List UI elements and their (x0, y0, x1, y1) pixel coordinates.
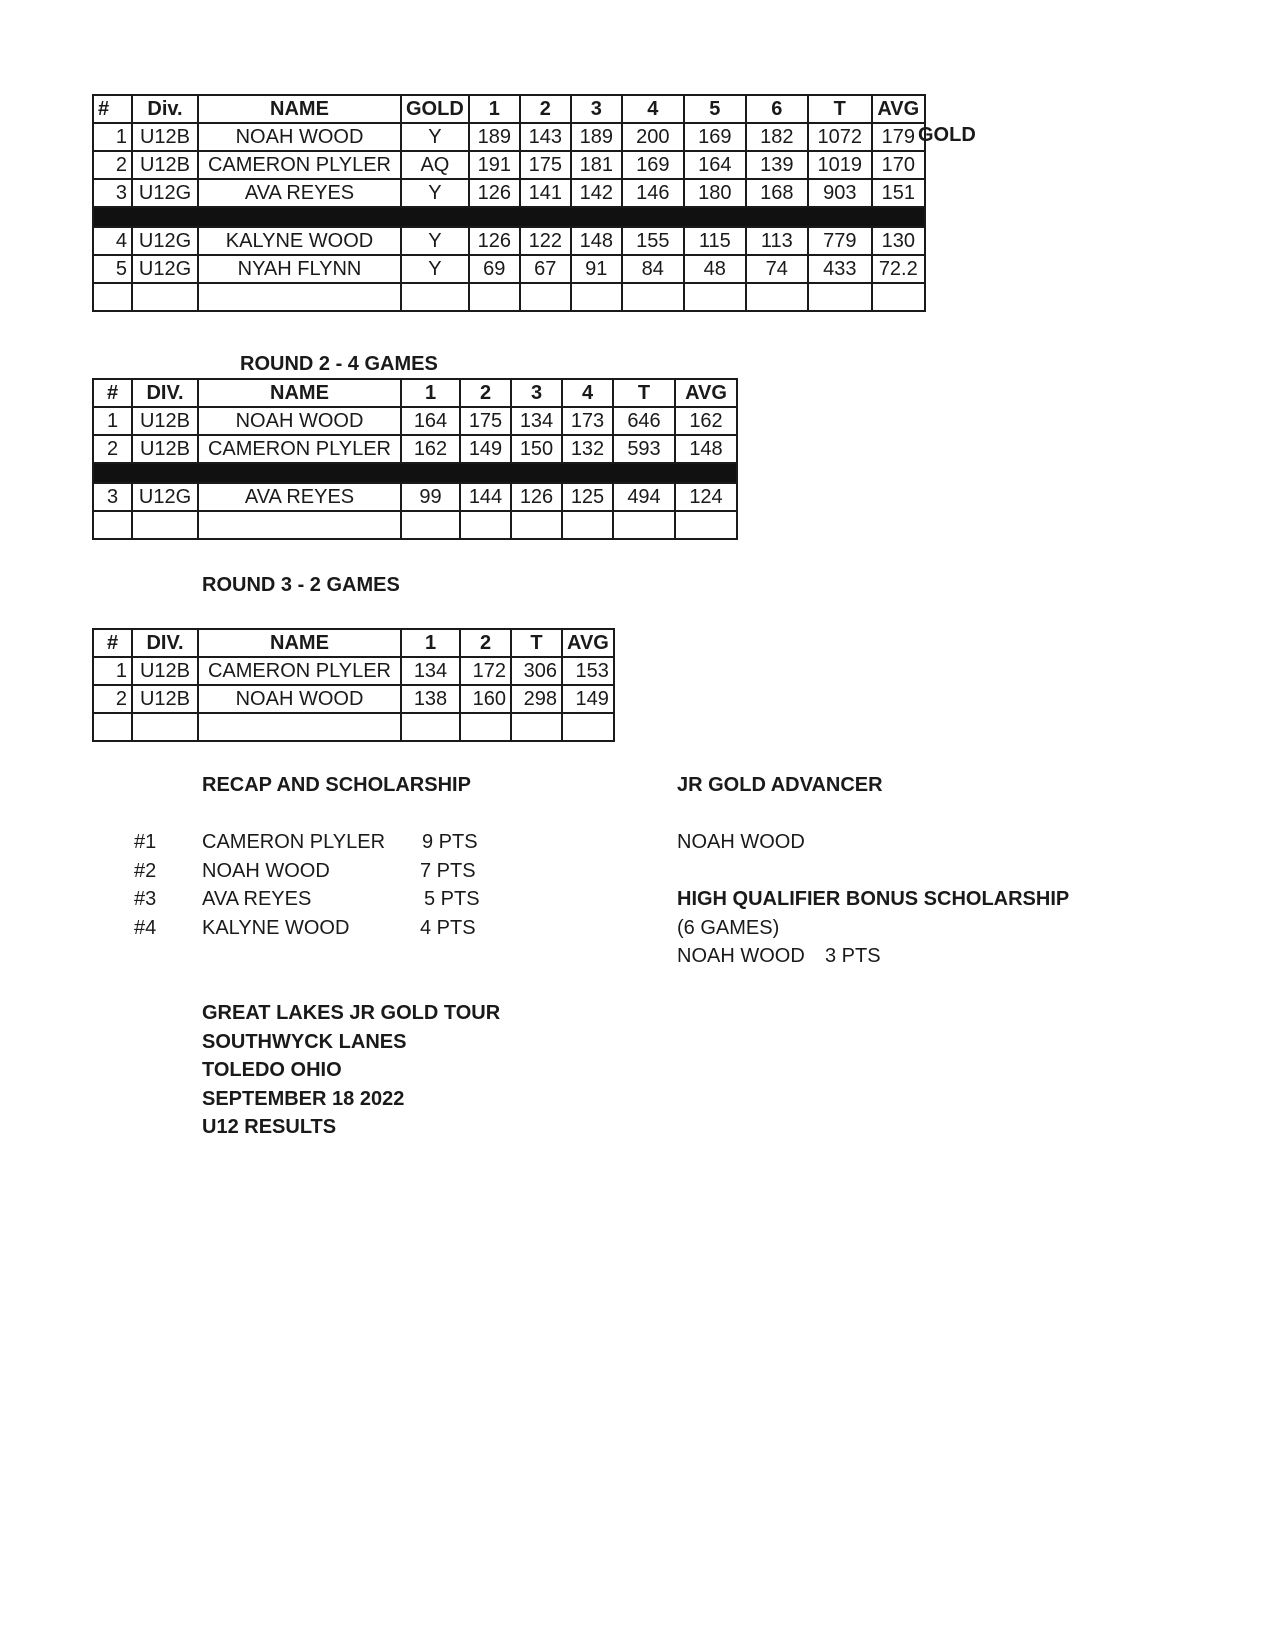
cell-avg: 130 (872, 227, 925, 255)
cell-game-6: 74 (746, 255, 808, 283)
recap-rank: #2 (134, 860, 157, 882)
cell-name: CAMERON PLYLER (198, 151, 401, 179)
cell-game-1: 162 (401, 435, 460, 463)
table-row (93, 179, 925, 207)
cell-name: AVA REYES (198, 179, 401, 207)
bonus-title: HIGH QUALIFIER BONUS SCHOLARSHIP (677, 888, 1070, 910)
table-row (93, 657, 614, 685)
cell-game-6: 168 (746, 179, 808, 207)
table-row (93, 483, 737, 511)
round1-table (92, 94, 926, 312)
header-div: Div. (132, 95, 198, 123)
cell-rank: 1 (93, 123, 132, 151)
cell-game-2: 67 (520, 255, 571, 283)
cell-total: 903 (808, 179, 872, 207)
footer-line-tour: GREAT LAKES JR GOLD TOUR (202, 1002, 501, 1024)
cell-game-4: 146 (622, 179, 684, 207)
cell-name: NOAH WOOD (198, 685, 401, 713)
recap-points: 9 PTS (422, 831, 478, 853)
header-rank: # (93, 379, 132, 407)
header-total: T (808, 95, 872, 123)
cell-total: 1019 (808, 151, 872, 179)
recap-name: CAMERON PLYLER (202, 831, 386, 853)
cell-div: U12B (132, 657, 198, 685)
cell-name: NYAH FLYNN (198, 255, 401, 283)
cell-game-4: 125 (562, 483, 613, 511)
cell-game-2: 149 (460, 435, 511, 463)
cell-game-1: 189 (469, 123, 520, 151)
cell-rank: 5 (93, 255, 132, 283)
cell-gold: Y (401, 123, 469, 151)
header-game-1: 1 (469, 95, 520, 123)
cut-line-row (93, 207, 925, 227)
cell-game-2: 143 (520, 123, 571, 151)
cell-game-4: 84 (622, 255, 684, 283)
cell-game-1: 164 (401, 407, 460, 435)
cell-div: U12B (132, 685, 198, 713)
cell-game-3: 142 (571, 179, 622, 207)
recap-name: KALYNE WOOD (202, 917, 350, 939)
cell-game-3: 126 (511, 483, 562, 511)
header-game-1: 1 (401, 379, 460, 407)
cell-game-3: 91 (571, 255, 622, 283)
cell-div: U12G (132, 255, 198, 283)
gold-side-label: GOLD (918, 124, 976, 146)
cell-gold: Y (401, 179, 469, 207)
header-avg: AVG (562, 629, 614, 657)
cell-total: 306 (511, 657, 562, 685)
round3-table (92, 628, 615, 742)
round2-header-row (93, 379, 737, 407)
cell-game-1: 134 (401, 657, 460, 685)
cell-div: U12G (132, 483, 198, 511)
header-name: NAME (198, 629, 401, 657)
cell-avg: 148 (675, 435, 737, 463)
cell-game-6: 182 (746, 123, 808, 151)
table-row (93, 123, 925, 151)
cell-name: NOAH WOOD (198, 407, 401, 435)
table-row (93, 407, 737, 435)
cell-avg: 153 (562, 657, 614, 685)
cell-avg: 151 (872, 179, 925, 207)
header-game-4: 4 (562, 379, 613, 407)
header-avg: AVG (675, 379, 737, 407)
cell-total: 646 (613, 407, 675, 435)
recap-points: 7 PTS (420, 860, 476, 882)
cell-rank: 2 (93, 685, 132, 713)
cell-game-4: 132 (562, 435, 613, 463)
cell-game-2: 122 (520, 227, 571, 255)
table-row (93, 227, 925, 255)
bonus-name: NOAH WOOD (677, 945, 805, 967)
cell-game-6: 139 (746, 151, 808, 179)
footer-line-results: U12 RESULTS (202, 1116, 337, 1138)
cell-div: U12G (132, 179, 198, 207)
cell-game-5: 115 (684, 227, 746, 255)
cell-game-4: 155 (622, 227, 684, 255)
cell-game-5: 48 (684, 255, 746, 283)
cell-name: CAMERON PLYLER (198, 435, 401, 463)
cell-game-4: 173 (562, 407, 613, 435)
cell-game-1: 126 (469, 179, 520, 207)
header-div: DIV. (132, 379, 198, 407)
header-game-1: 1 (401, 629, 460, 657)
cell-rank: 1 (93, 407, 132, 435)
recap-points: 4 PTS (420, 917, 476, 939)
recap-rank: #3 (134, 888, 157, 910)
header-game-6: 6 (746, 95, 808, 123)
header-game-3: 3 (511, 379, 562, 407)
cell-div: U12B (132, 435, 198, 463)
cut-line (93, 463, 737, 483)
recap-title: RECAP AND SCHOLARSHIP (202, 774, 471, 796)
cell-rank: 4 (93, 227, 132, 255)
cell-div: U12B (132, 151, 198, 179)
cut-line-row (93, 463, 737, 483)
cell-game-3: 134 (511, 407, 562, 435)
cell-div: U12B (132, 407, 198, 435)
advancer-title: JR GOLD ADVANCER (677, 774, 883, 796)
cell-game-5: 180 (684, 179, 746, 207)
header-rank: # (93, 629, 132, 657)
cell-total: 779 (808, 227, 872, 255)
header-avg: AVG (872, 95, 925, 123)
recap-points: 5 PTS (424, 888, 480, 910)
footer-line-venue: SOUTHWYCK LANES (202, 1031, 407, 1053)
cell-avg: 179 (872, 123, 925, 151)
empty-row (93, 713, 614, 741)
cut-line (93, 207, 925, 227)
footer-line-city: TOLEDO OHIO (202, 1059, 342, 1081)
cell-rank: 3 (93, 483, 132, 511)
cell-avg: 124 (675, 483, 737, 511)
cell-game-4: 169 (622, 151, 684, 179)
cell-game-6: 113 (746, 227, 808, 255)
header-game-2: 2 (460, 379, 511, 407)
cell-game-5: 164 (684, 151, 746, 179)
cell-div: U12B (132, 123, 198, 151)
cell-rank: 1 (93, 657, 132, 685)
header-rank: # (93, 95, 132, 123)
cell-total: 494 (613, 483, 675, 511)
bonus-subtitle: (6 GAMES) (677, 917, 780, 939)
empty-row (93, 511, 737, 539)
cell-game-1: 126 (469, 227, 520, 255)
cell-name: KALYNE WOOD (198, 227, 401, 255)
cell-game-5: 169 (684, 123, 746, 151)
cell-gold: Y (401, 227, 469, 255)
cell-gold: Y (401, 255, 469, 283)
round2-table (92, 378, 738, 540)
header-total: T (613, 379, 675, 407)
round3-header-row (93, 629, 614, 657)
header-div: DIV. (132, 629, 198, 657)
cell-game-2: 175 (520, 151, 571, 179)
cell-gold: AQ (401, 151, 469, 179)
cell-total: 1072 (808, 123, 872, 151)
footer-line-date: SEPTEMBER 18 2022 (202, 1088, 405, 1110)
cell-game-2: 141 (520, 179, 571, 207)
header-total: T (511, 629, 562, 657)
cell-div: U12G (132, 227, 198, 255)
cell-game-2: 175 (460, 407, 511, 435)
cell-game-4: 200 (622, 123, 684, 151)
cell-game-3: 150 (511, 435, 562, 463)
advancer-name: NOAH WOOD (677, 831, 805, 853)
recap-rank: #4 (134, 917, 157, 939)
round2-title: ROUND 2 - 4 GAMES (240, 353, 438, 375)
cell-rank: 2 (93, 435, 132, 463)
table-row (93, 435, 737, 463)
cell-rank: 3 (93, 179, 132, 207)
cell-game-2: 144 (460, 483, 511, 511)
header-name: NAME (198, 95, 401, 123)
cell-avg: 170 (872, 151, 925, 179)
cell-avg: 149 (562, 685, 614, 713)
header-game-2: 2 (520, 95, 571, 123)
recap-name: NOAH WOOD (202, 860, 330, 882)
round1-header-row (93, 95, 925, 123)
header-game-5: 5 (684, 95, 746, 123)
cell-total: 298 (511, 685, 562, 713)
recap-rank: #1 (134, 831, 157, 853)
cell-game-1: 138 (401, 685, 460, 713)
cell-game-2: 172 (460, 657, 511, 685)
cell-game-3: 148 (571, 227, 622, 255)
cell-total: 593 (613, 435, 675, 463)
cell-game-3: 181 (571, 151, 622, 179)
header-gold: GOLD (401, 95, 469, 123)
table-row (93, 255, 925, 283)
table-row (93, 151, 925, 179)
cell-game-1: 191 (469, 151, 520, 179)
cell-name: NOAH WOOD (198, 123, 401, 151)
cell-avg: 72.2 (872, 255, 925, 283)
cell-name: AVA REYES (198, 483, 401, 511)
round3-title: ROUND 3 - 2 GAMES (202, 574, 400, 596)
header-game-4: 4 (622, 95, 684, 123)
cell-name: CAMERON PLYLER (198, 657, 401, 685)
cell-game-1: 99 (401, 483, 460, 511)
header-game-3: 3 (571, 95, 622, 123)
cell-game-3: 189 (571, 123, 622, 151)
cell-rank: 2 (93, 151, 132, 179)
header-name: NAME (198, 379, 401, 407)
bonus-points: 3 PTS (825, 945, 881, 967)
cell-total: 433 (808, 255, 872, 283)
empty-row (93, 283, 925, 311)
cell-game-2: 160 (460, 685, 511, 713)
cell-avg: 162 (675, 407, 737, 435)
recap-name: AVA REYES (202, 888, 312, 910)
table-row (93, 685, 614, 713)
cell-game-1: 69 (469, 255, 520, 283)
header-game-2: 2 (460, 629, 511, 657)
